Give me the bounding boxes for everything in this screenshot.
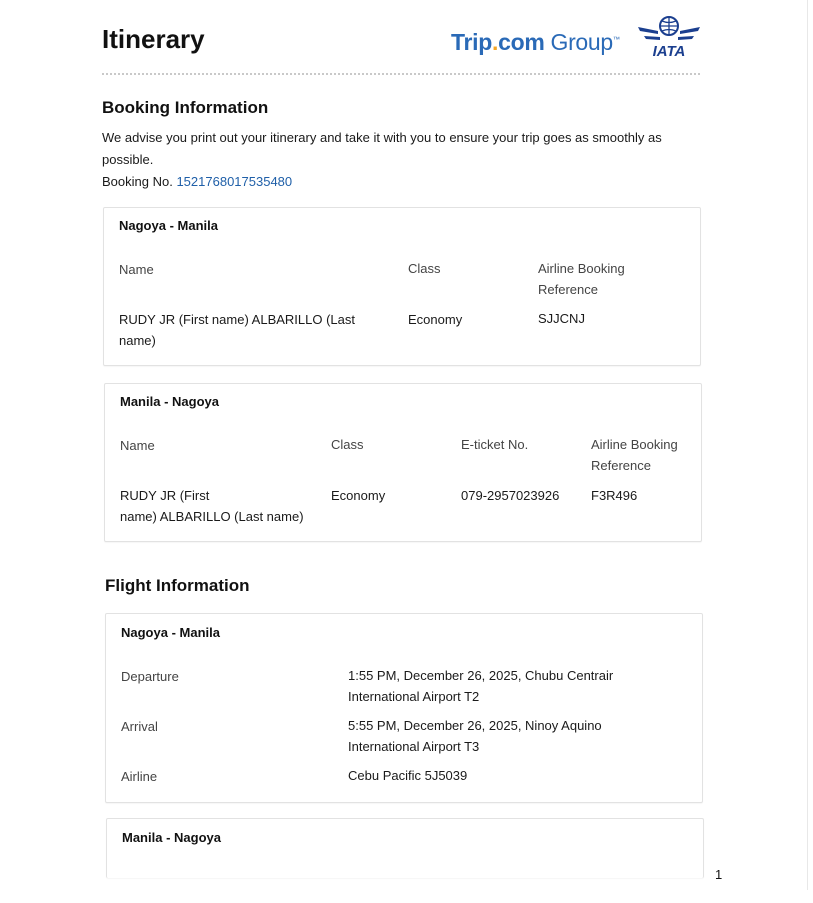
column-header-airline-ref: Airline Booking Reference: [591, 437, 678, 473]
column-header-class: Class: [408, 261, 441, 276]
booking-card-route: Manila - Nagoya: [120, 394, 219, 409]
page-edge: [807, 0, 808, 890]
page-number: 1: [715, 867, 723, 882]
arrival-value: 5:55 PM, December 26, 2025, Ninoy Aquino International Airport T3: [348, 718, 602, 754]
booking-number: Booking No. 1521768017535480: [102, 174, 293, 189]
flight-information-heading: Flight Information: [105, 576, 250, 595]
column-header-eticket: E-ticket No.: [461, 437, 529, 452]
booking-number-link[interactable]: 1521768017535480: [176, 174, 293, 189]
passenger-class: Economy: [331, 488, 386, 503]
header-divider: [102, 73, 700, 75]
arrival-label: Arrival: [121, 719, 158, 734]
flight-card-route: Manila - Nagoya: [122, 830, 221, 845]
booking-card-route: Nagoya - Manila: [119, 218, 218, 233]
eticket-number: 079-2957023926: [461, 488, 560, 503]
iata-logo-text: IATA: [652, 43, 686, 59]
flight-card-route: Nagoya - Manila: [121, 625, 220, 640]
airline-value: Cebu Pacific 5J5039: [348, 768, 468, 783]
iata-logo: [636, 15, 702, 59]
column-header-airline-ref: Airline Booking Reference: [538, 261, 625, 297]
airline-booking-reference: F3R496: [591, 488, 638, 503]
booking-card-nagoya-manila: [103, 207, 701, 366]
airline-booking-reference: SJJCNJ: [538, 311, 585, 326]
passenger-class: Economy: [408, 312, 463, 327]
flight-card-nagoya-manila: [105, 613, 703, 803]
passenger-name: RUDY JR (First name) ALBARILLO (Last name): [120, 488, 304, 524]
flight-card-manila-nagoya: [106, 818, 704, 878]
passenger-name: RUDY JR (First name) ALBARILLO (Last name): [119, 312, 355, 348]
booking-information-heading: Booking Information: [102, 98, 269, 117]
page-title: Itinerary: [102, 24, 205, 54]
booking-advice-text: We advise you print out your itinerary and take it with you to ensure your trip goes as smoothly as possible. Booking No. 1521768017535480: [102, 127, 702, 193]
column-header-class: Class: [331, 437, 364, 452]
booking-card-manila-nagoya: [104, 383, 702, 542]
departure-label: Departure: [121, 669, 179, 684]
column-header-name: Name: [119, 262, 154, 277]
airline-label: Airline: [121, 769, 158, 784]
trip-com-group-logo: Trip.com Group™: [451, 29, 620, 55]
column-header-name: Name: [120, 438, 155, 453]
departure-value: 1:55 PM, December 26, 2025, Chubu Centrair International Airport T2: [348, 668, 614, 704]
